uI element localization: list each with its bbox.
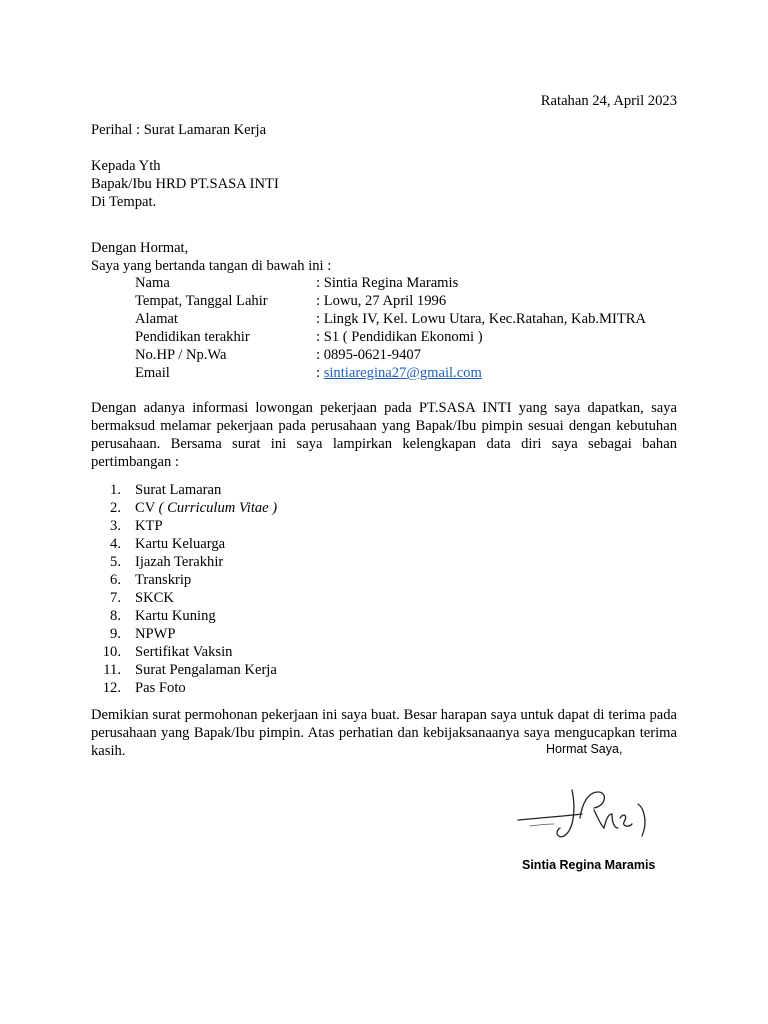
data-row-education (135, 328, 695, 346)
data-value (316, 364, 482, 382)
data-row-email (135, 364, 695, 382)
data-label: Tempat, Tanggal Lahir (135, 293, 268, 309)
list-number: 4. (110, 536, 121, 552)
closing-phrase: Hormat Saya, (546, 742, 623, 756)
list-number: 7. (110, 590, 121, 606)
recipient-line: Kepada Yth (91, 158, 161, 174)
list-text: Ijazah Terakhir (135, 554, 224, 570)
list-text: Kartu Keluarga (135, 536, 226, 552)
letter-date: Ratahan 24, April 2023 (540, 93, 677, 109)
data-label: Alamat (135, 311, 178, 327)
list-number: 11. (103, 662, 121, 678)
list-item (91, 589, 491, 607)
list-number: 6. (110, 572, 121, 588)
list-number: 12. (102, 680, 121, 696)
list-item (91, 625, 491, 643)
list-text-wrap (135, 499, 277, 517)
list-item (91, 607, 491, 625)
data-row-address (135, 310, 695, 328)
list-text: CV (135, 500, 159, 516)
email-link[interactable]: sintiaregina27@gmail.com (323, 365, 482, 381)
list-text: Surat Pengalaman Kerja (135, 662, 277, 678)
data-value: : Lingk IV, Kel. Lowu Utara, Kec.Ratahan, Kab.MITRA (316, 311, 647, 327)
email-prefix: : (316, 365, 324, 381)
letter-subject: Perihal : Surat Lamaran Kerja (91, 122, 267, 138)
data-label: No.HP / Np.Wa (135, 347, 227, 363)
list-text: KTP (135, 518, 163, 534)
data-value: : S1 ( Pendidikan Ekonomi ) (316, 329, 483, 345)
signer-name: Sintia Regina Maramis (522, 858, 656, 872)
data-label: Pendidikan terakhir (135, 329, 250, 345)
intro-line: Saya yang bertanda tangan di bawah ini : (91, 258, 332, 274)
list-text: Sertifikat Vaksin (135, 644, 233, 660)
list-number: 1. (110, 482, 121, 498)
list-number: 2. (110, 500, 121, 516)
list-item (91, 481, 491, 499)
list-item (91, 499, 491, 517)
closing-paragraph: Demikian surat permohonan pekerjaan ini saya buat. Besar harapan saya untuk dapat di terima pada perusahaan yang Bapak/Ibu pimpin. Atas perhatian dan kebijaksanaanya saya mengucapkan terima kasih. (91, 707, 677, 759)
list-number: 5. (110, 554, 121, 570)
recipient-line: Bapak/Ibu HRD PT.SASA INTI (91, 176, 279, 192)
list-number: 8. (110, 608, 121, 624)
signature-image (510, 778, 660, 848)
list-text: Kartu Kuning (135, 608, 216, 624)
list-text: NPWP (135, 626, 176, 642)
list-text: SKCK (135, 590, 174, 606)
list-number: 3. (110, 518, 121, 534)
recipient-line: Di Tempat. (91, 194, 157, 210)
list-item (91, 661, 491, 679)
list-item (91, 535, 491, 553)
data-value: : Lowu, 27 April 1996 (316, 293, 447, 309)
data-value: : Sintia Regina Maramis (316, 275, 459, 291)
attachments-list (91, 481, 491, 697)
list-item (91, 571, 491, 589)
list-number: 10. (102, 644, 121, 660)
recipient-block (91, 157, 279, 211)
data-row-birth (135, 292, 695, 310)
data-row-phone (135, 346, 695, 364)
data-label: Nama (135, 275, 170, 291)
list-number: 9. (110, 626, 121, 642)
data-label: Email (135, 365, 170, 381)
list-item (91, 643, 491, 661)
data-row-name (135, 274, 695, 292)
personal-data-table (135, 274, 695, 382)
greeting-block (91, 239, 331, 275)
list-text: Transkrip (135, 572, 192, 588)
body-paragraph: Dengan adanya informasi lowongan pekerjaan pada PT.SASA INTI yang saya dapatkan, saya bermaksud melamar pekerjaan pada perusahaan yang Bapak/Ibu pimpin sesuai dengan kebutuhan perusahaan. Bersama surat ini saya lampirkan kelengkapan data diri saya sebagai bahan pertimbangan : (91, 400, 677, 470)
list-text-italic: ( Curriculum Vitae ) (158, 500, 278, 516)
list-item (91, 679, 491, 697)
salutation: Dengan Hormat, (91, 240, 189, 256)
data-value: : 0895-0621-9407 (316, 347, 421, 363)
list-item (91, 553, 491, 571)
list-text: Pas Foto (135, 680, 186, 696)
list-text: Surat Lamaran (135, 482, 222, 498)
list-item (91, 517, 491, 535)
